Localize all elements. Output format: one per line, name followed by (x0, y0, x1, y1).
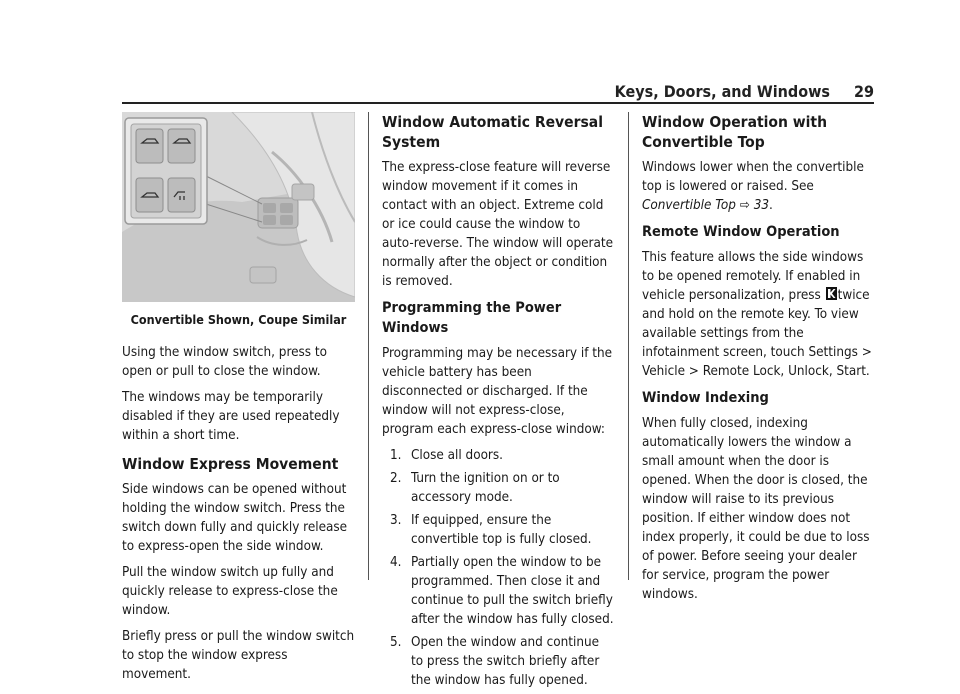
paragraph-convertible-top (642, 158, 874, 215)
step-number: 2. (390, 471, 402, 486)
page-reference-arrow-icon: ⇨ (739, 198, 750, 213)
list-item (382, 633, 614, 690)
heading-programming-power-windows: Programming the Power Windows (382, 300, 562, 336)
header-rule (122, 102, 874, 104)
step-text: Turn the ignition on or to accessory mode. (411, 471, 560, 505)
heading-automatic-reversal: Window Automatic Reversal System (382, 113, 603, 151)
step-text: Open the window and continue to press the switch briefly after the window has fully opened. (411, 635, 600, 688)
step-text: If equipped, ensure the convertible top is fully closed. (411, 513, 592, 547)
paragraph-text: . (769, 198, 773, 213)
step-number: 4. (390, 555, 402, 570)
paragraph-remote-window-operation (642, 248, 874, 381)
step-number: 5. (390, 635, 402, 650)
paragraph-automatic-reversal: The express-close feature will reverse window movement if it comes in contact with an object. Extreme cold or ice could cause the window to auto-reverse. The window will operate normally after the object or condition is removed. (382, 160, 613, 289)
paragraph-programming: Programming may be necessary if the vehicle battery has been disconnected or discharged. If the window will not express-close, program each express-close window: (382, 346, 613, 437)
step-text: Close all doors. (411, 448, 503, 463)
paragraph-express-close: Pull the window switch up fully and quickly release to express-close the window. (122, 565, 338, 618)
paragraph-temporarily-disabled: The windows may be temporarily disabled if they are used repeatedly within a short time. (122, 390, 340, 443)
heading-window-express-movement: Window Express Movement (122, 455, 339, 473)
heading-window-indexing: Window Indexing (642, 390, 769, 406)
window-switch-illustration (122, 112, 355, 302)
figure-caption: Convertible Shown, Coupe Similar (130, 312, 347, 327)
heading-convertible-top: Window Operation with Convertible Top (642, 113, 828, 151)
paragraph-text: This feature allows the side windows to be opened remotely. If enabled in vehicle personalization, press (642, 250, 864, 303)
cross-reference-link[interactable]: Convertible Top (642, 198, 736, 213)
paragraph-text: twice and hold on the remote key. To view available settings from the infotainment screen, touch Settings > Vehicle > Remote Lock, Unlock, Start. (642, 288, 872, 379)
list-item (382, 511, 614, 549)
list-item (382, 553, 614, 629)
page-number: 29 (853, 82, 874, 101)
paragraph-window-switch: Using the window switch, press to open or pull to close the window. (122, 345, 327, 379)
heading-remote-window-operation: Remote Window Operation (642, 224, 840, 240)
step-number: 3. (390, 513, 402, 528)
paragraph-express-open: Side windows can be opened without holding the window switch. Press the switch down fully and quickly release to express-open the side window. (122, 482, 348, 554)
remote-start-key-icon (826, 287, 837, 300)
door-panel-drawing (122, 112, 355, 302)
list-item (382, 446, 614, 465)
column-2 (382, 112, 614, 694)
column-divider-2 (628, 112, 629, 580)
column-1 (122, 112, 355, 691)
paragraph-stop-express: Briefly press or pull the window switch to stop the window express movement. (122, 629, 355, 682)
paragraph-text: Windows lower when the convertible top is lowered or raised. See (642, 160, 864, 194)
list-item (382, 469, 614, 507)
running-header-title: Keys, Doors, and Windows (614, 82, 830, 101)
column-divider-1 (368, 112, 369, 580)
step-number: 1. (390, 448, 402, 463)
cross-reference-page[interactable]: 33 (753, 198, 770, 213)
programming-steps-list (382, 446, 614, 690)
step-text: Partially open the window to be programmed. Then close it and continue to pull the switch briefly after the window has fully closed. (411, 555, 614, 627)
paragraph-window-indexing: When fully closed, indexing automatically lowers the window a small amount when the door is opened. When the door is closed, the window will raise to its previous position. If either window does not index properly, it could be due to loss of power. Before seeing your dealer for service, program the power windows. (642, 416, 870, 602)
column-3 (642, 112, 874, 611)
